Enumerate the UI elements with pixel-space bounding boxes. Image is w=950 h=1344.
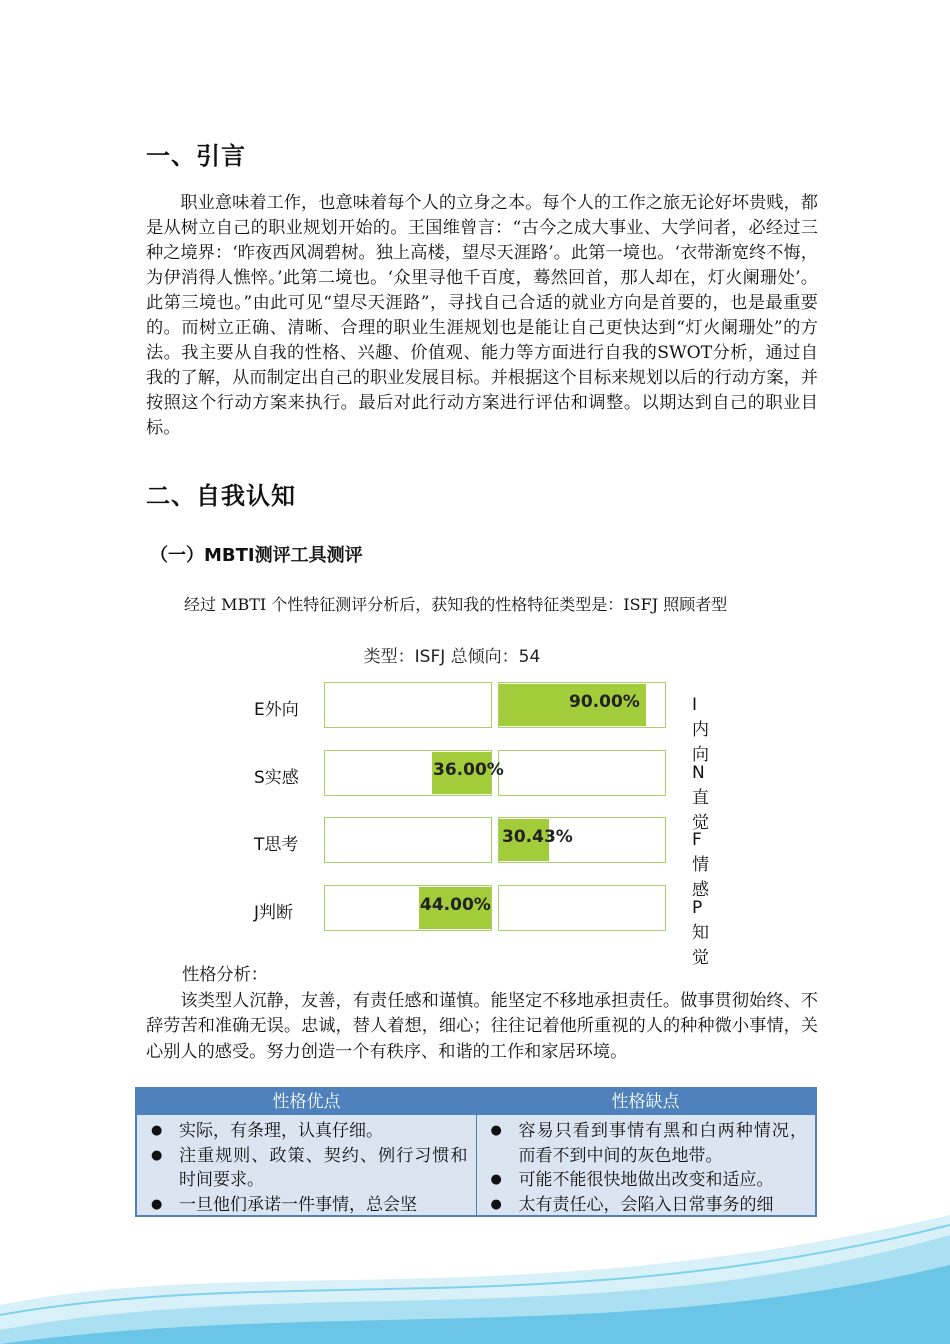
bullet-icon: ● [490, 1123, 502, 1138]
analysis-label: 性格分析： [182, 965, 268, 985]
chart-value-label: 44.00% [420, 895, 491, 915]
list-item: ● 可能不能很快地做出改变和适应。 [485, 1168, 808, 1193]
list-item: ● 太有责任心，会陷入日常事务的细 [485, 1193, 808, 1216]
bullet-icon: ● [151, 1147, 163, 1163]
section-heading-introduction: 一、引言 [146, 142, 246, 170]
list-item: ● 实际，有条理，认真仔细。 [145, 1119, 468, 1144]
section-heading-self-awareness: 二、自我认知 [146, 482, 296, 510]
subsection-heading-mbti: （一）MBTI测评工具测评 [150, 545, 363, 566]
table-header [137, 1089, 815, 1115]
bullet-icon: ● [151, 1123, 163, 1138]
chart-right-box [498, 885, 666, 931]
chart-right-box [498, 750, 666, 796]
chart-row [232, 885, 709, 968]
list-item: ● 注重规则、政策、契约、例行习惯和时间要求。 [151, 1145, 468, 1190]
chart-right-label: F情感 [692, 830, 709, 900]
list-item: ● 容易只看到事情有黑和白两种情况，而看不到中间的灰色地带。 [490, 1121, 807, 1166]
chart-left-box [324, 682, 492, 728]
chart-row [232, 750, 709, 833]
mbti-result-line: 经过 MBTI 个性特征测评分析后，获知我的性格特征类型是：ISFJ 照顾者型 [184, 595, 728, 614]
chart-left-label: S实感 [254, 768, 299, 788]
chart-title: 类型：ISFJ 总倾向：54 [363, 647, 541, 667]
header-cons: 性格缺点 [611, 1092, 680, 1112]
chart-value-label: 90.00% [569, 692, 640, 712]
chart-right-label: P知觉 [692, 898, 709, 968]
chart-row [232, 682, 709, 765]
decorative-waves [0, 1195, 950, 1344]
chart-value-label: 30.43% [502, 827, 573, 847]
bullet-icon: ● [490, 1172, 502, 1187]
chart-left-box [324, 817, 492, 863]
header-pros: 性格优点 [272, 1092, 341, 1112]
bullet-icon: ● [490, 1196, 502, 1212]
chart-value-label: 36.00% [433, 760, 504, 780]
chart-right-label: N直觉 [692, 763, 709, 833]
bullet-icon: ● [151, 1196, 163, 1212]
list-item: ● 一旦他们承诺一件事情，总会坚 [145, 1193, 468, 1216]
chart-right-label: I内向 [692, 695, 709, 765]
chart-left-label: J判断 [254, 903, 294, 923]
introduction-paragraph: 职业意味着工作，也意味着每个人的立身之本。每个人的工作之旅无论好坏贵贱，都是从树立自己的职业规划开始的。王国维曾言：“古今之成大事业、大学问者，必经过三种之境界：‘昨夜西风凋碧树。独上高楼，望尽天涯路’。此第一境也。‘衣带渐宽终不悔，为伊消得人憔悴。’此第二境也。‘众里寻他千百度，蓦然回首，那人却在，灯火阑珊处’。此第三境也。”由此可见“望尽天涯路”，寻找自己合适的就业方向是首要的，也是最重要的。而树立正确、清晰、合理的职业生涯规划也是能让自己更快达到“灯火阑珊处”的方法。我主要从自我的性格、兴趣、价值观、能力等方面进行自我的SWOT分析，通过自我的了解，从而制定出自己的职业发展目标。并根据这个目标来规划以后的行动方案，并按照这个行动方案来执行。最后对此行动方案进行评估和调整。以期达到自己的职业目标。 [146, 193, 818, 438]
mbti-chart [232, 636, 709, 968]
chart-left-label: E外向 [254, 700, 299, 720]
personality-analysis [146, 963, 818, 1065]
chart-row [232, 817, 709, 900]
analysis-text: 该类型人沉静，友善，有责任感和谨慎。能坚定不移地承担责任。做事贯彻始终、不辞劳苦和准确无误。忠诚，替人着想，细心；往往记着他所重视的人的种种微小事情，关心别人的感受。努力创造一个有秩序、和谐的工作和家居环境。 [146, 990, 818, 1062]
chart-left-label: T思考 [254, 835, 299, 855]
